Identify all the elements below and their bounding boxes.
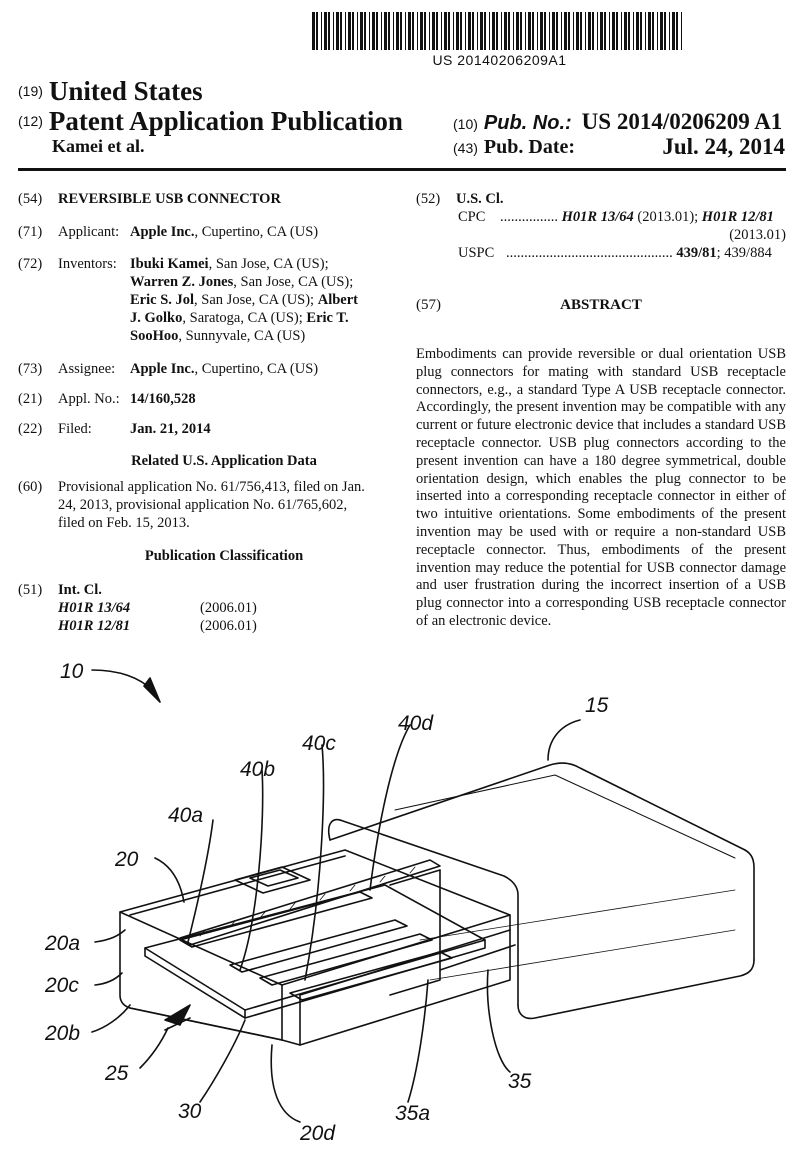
barcode-bar xyxy=(472,12,474,50)
barcode-bar xyxy=(360,12,363,50)
leader-40d xyxy=(370,725,410,890)
barcode-bar xyxy=(672,12,675,50)
barcode-bar xyxy=(340,12,342,50)
figure-label: 35a xyxy=(395,1102,431,1125)
provisional-line: 24, 2013, provisional application No. 61/765,602, xyxy=(58,497,348,513)
field-code: (57) xyxy=(416,297,441,313)
barcode-bar xyxy=(336,12,339,50)
pub-number xyxy=(453,109,782,135)
barcode-bar xyxy=(312,12,315,50)
barcode-bar xyxy=(465,12,466,50)
figure-label: 30 xyxy=(178,1100,202,1123)
assignee-field xyxy=(18,360,390,378)
field-code: (60) xyxy=(18,479,43,495)
inventors-list xyxy=(130,255,390,345)
barcode-bar xyxy=(357,12,358,50)
inventors-field xyxy=(18,255,390,345)
leader-40a xyxy=(188,820,213,942)
inventor-name: Eric T. xyxy=(306,310,349,326)
barcode-bar xyxy=(585,12,586,50)
leader-40b xyxy=(240,770,263,970)
inventor-name: SooHoo xyxy=(130,328,179,344)
overmold-highlight-3 xyxy=(430,930,735,980)
barcode-bar xyxy=(528,12,531,50)
barcode-bar xyxy=(525,12,526,50)
figure-label: 40a xyxy=(168,804,204,827)
barcode-bar xyxy=(477,12,478,50)
figure-label: 25 xyxy=(105,1062,129,1085)
header-rule xyxy=(18,168,786,171)
pubno-code: (10) xyxy=(453,116,478,132)
inventor-name: J. Golko xyxy=(130,310,183,326)
filed-label: Filed: xyxy=(58,421,92,437)
country-name: United States xyxy=(48,76,203,106)
invention-title: REVERSIBLE USB CONNECTOR xyxy=(58,191,281,207)
figure-label: 20c xyxy=(45,974,79,997)
barcode-bar xyxy=(600,12,603,50)
field-code: (73) xyxy=(18,361,43,377)
barcode-bar xyxy=(324,12,327,50)
figure-label: 20d xyxy=(300,1122,336,1145)
applicant-location: , Cupertino, CA (US) xyxy=(194,224,319,240)
pubno-value: US 2014/0206209 A1 xyxy=(581,109,783,134)
barcode-bar xyxy=(444,12,447,50)
overmold-highlight xyxy=(395,775,735,858)
field-code: (51) xyxy=(18,582,43,598)
leader-20d xyxy=(271,1045,300,1122)
barcode-bar xyxy=(576,12,579,50)
figure-label: 10 xyxy=(60,660,84,683)
barcode-bar xyxy=(544,12,546,50)
applicant-name: Apple Inc. xyxy=(130,224,195,240)
barcode-bar xyxy=(616,12,618,50)
figure-label: 20a xyxy=(45,932,81,955)
int-cl-version: (2006.01) xyxy=(200,618,257,634)
barcode-bar xyxy=(384,12,387,50)
barcode-bar xyxy=(556,12,558,50)
barcode-bar xyxy=(516,12,519,50)
barcode-bar xyxy=(405,12,406,50)
barcode-bar xyxy=(468,12,471,50)
abstract-title: ABSTRACT xyxy=(560,297,642,313)
overmold-front-right xyxy=(340,820,518,1005)
cpc-version: (2013.01) xyxy=(729,227,786,243)
title-field xyxy=(18,190,390,208)
pubdate-label: Pub. Date: xyxy=(483,136,576,158)
leader-40c xyxy=(305,745,323,980)
arrowhead-10 xyxy=(144,678,160,702)
barcode-bar xyxy=(328,12,330,50)
inventor-name: Eric S. Jol xyxy=(130,292,195,308)
barcode-bar xyxy=(612,12,615,50)
barcode-bar xyxy=(496,12,498,50)
barcode-bar xyxy=(628,12,630,50)
applicant-label: Applicant: xyxy=(58,224,120,240)
abstract-text: Embodiments can provide reversible or dual orientation USB plug connectors for mating with standard USB receptacle connectors, e.g., a standard Type A USB receptacle connector. Accordingly, the present invention may be compatible with any current or future electronic device that includes a standard USB receptacle connector. USB plug connectors according to the present invention can have a 180 degree symmetrical, double orientation design, which enables the plug connector to be inserted into a corresponding receptacle connector in either of two intuitive orientations. Some embodiments of the present invention may be used with or require a non-standard USB receptacle connector. Thus, embodiments of the present invention may reduce the potential for USB connector damage and user frustration during the incorrect insertion of a USB plug connector into a corresponding USB receptacle connector of an electronic device. xyxy=(416,346,786,629)
figure-label: 40d xyxy=(398,712,434,735)
figure-label: 40c xyxy=(302,732,336,755)
pubdate-code: (43) xyxy=(453,140,478,156)
figure-label: 35 xyxy=(508,1070,532,1093)
int-cl-field xyxy=(18,581,390,635)
barcode-bar xyxy=(501,12,502,50)
cpc-version: (2013.01); xyxy=(633,209,702,225)
barcode-bar xyxy=(408,12,411,50)
barcode-bar xyxy=(388,12,390,50)
barcode-bar xyxy=(645,12,646,50)
barcode-bar xyxy=(345,12,346,50)
uspc-leader: .............................................. xyxy=(506,245,673,261)
assignee-location: , Cupertino, CA (US) xyxy=(194,361,319,377)
shell-window xyxy=(235,867,310,893)
leader-15 xyxy=(548,720,580,760)
barcode-bar xyxy=(453,12,454,50)
leader-20b xyxy=(92,1005,130,1032)
barcode-bar xyxy=(484,12,486,50)
barcode-bar xyxy=(456,12,459,50)
rear-plate-35a xyxy=(390,870,440,995)
int-cl-code: H01R 12/81 xyxy=(58,618,131,634)
kind-name: Patent Application Publication xyxy=(48,106,403,136)
barcode-bar xyxy=(669,12,670,50)
pubno-label: Pub. No.: xyxy=(483,112,572,134)
related-data-heading: Related U.S. Application Data xyxy=(131,453,317,469)
barcode-bar xyxy=(460,12,462,50)
patent-figure xyxy=(0,640,800,1170)
leader-25 xyxy=(140,1028,168,1068)
filed-field xyxy=(18,420,390,438)
barcode-bar xyxy=(552,12,555,50)
pubdate-value: Jul. 24, 2014 xyxy=(662,134,785,159)
tongue-front xyxy=(145,948,245,1018)
barcode-bar xyxy=(492,12,495,50)
inventor-name: Warren Z. Jones xyxy=(130,274,234,290)
barcode-bar xyxy=(508,12,510,50)
barcode-bar xyxy=(564,12,567,50)
inventor-name: Albert xyxy=(317,292,358,308)
provisional-line: filed on Feb. 15, 2013. xyxy=(58,515,190,531)
barcode-bar xyxy=(520,12,522,50)
barcode-bar xyxy=(532,12,534,50)
barcode-bar xyxy=(621,12,622,50)
inventor-location: , San Jose, CA (US); xyxy=(194,292,318,308)
barcode-bar xyxy=(369,12,370,50)
barcode-bar xyxy=(664,12,666,50)
cpc-leader: ................ xyxy=(500,209,558,225)
barcode-bar xyxy=(568,12,570,50)
barcode-bar xyxy=(316,12,318,50)
inventors-label: Inventors: xyxy=(58,256,117,272)
barcode-bar xyxy=(636,12,639,50)
barcode-bar xyxy=(604,12,606,50)
kind-code: (12) xyxy=(18,113,43,129)
barcode-bar xyxy=(348,12,351,50)
barcode-bar xyxy=(480,12,483,50)
barcode-bar xyxy=(573,12,574,50)
country-code: (19) xyxy=(18,83,43,99)
cpc-code: H01R 12/81 xyxy=(701,209,774,225)
barcode-bar xyxy=(609,12,610,50)
leader-35a xyxy=(408,980,428,1102)
applicant-field xyxy=(18,223,390,241)
us-classification xyxy=(416,190,786,262)
uspc-label: USPC xyxy=(458,245,495,261)
overmold-top xyxy=(330,763,745,850)
barcode-bar xyxy=(321,12,322,50)
field-code: (71) xyxy=(18,224,43,240)
publication-kind-heading xyxy=(18,106,403,137)
bibliographic-left-column xyxy=(18,190,390,635)
uscl-label: U.S. Cl. xyxy=(456,191,504,207)
uscl-field xyxy=(416,190,786,262)
barcode-bar xyxy=(657,12,658,50)
figure-label: 20b xyxy=(45,1022,81,1045)
barcode-bar xyxy=(648,12,651,50)
cpc-code: H01R 13/64 xyxy=(561,209,634,225)
barcode-bar xyxy=(417,12,418,50)
barcode-bar xyxy=(681,12,682,50)
abstract-heading xyxy=(416,296,786,314)
barcode-bar xyxy=(537,12,538,50)
barcode-bar xyxy=(381,12,382,50)
pub-date xyxy=(453,136,785,159)
inventor-name: Ibuki Kamei xyxy=(130,256,209,272)
barcode-bar xyxy=(436,12,438,50)
barcode-bar xyxy=(504,12,507,50)
contact-40b xyxy=(230,920,407,972)
barcode-bar xyxy=(676,12,678,50)
appl-label: Appl. No.: xyxy=(58,391,120,407)
int-cl-label: Int. Cl. xyxy=(58,582,102,598)
barcode-bar xyxy=(441,12,442,50)
inventor-location: , San Jose, CA (US); xyxy=(208,256,329,272)
inventor-location: , Saratoga, CA (US); xyxy=(182,310,307,326)
shell-bottom-front xyxy=(130,1008,282,1040)
barcode-bar xyxy=(420,12,423,50)
cpc-label: CPC xyxy=(458,209,486,225)
barcode-bar xyxy=(432,12,435,50)
leader-20c xyxy=(95,973,122,985)
leader-30 xyxy=(200,1020,245,1102)
inventor-short: Kamei et al. xyxy=(52,136,145,156)
barcode-bar xyxy=(588,12,591,50)
provisional-field xyxy=(18,478,390,532)
int-cl-code: H01R 13/64 xyxy=(58,600,131,616)
filed-value: Jan. 21, 2014 xyxy=(130,421,211,437)
barcode-bar xyxy=(372,12,375,50)
appl-value: 14/160,528 xyxy=(130,391,196,407)
barcode-bar xyxy=(489,12,490,50)
arrow-10 xyxy=(92,670,152,690)
arrowhead-25 xyxy=(165,1005,190,1025)
barcode-bar xyxy=(592,12,594,50)
provisional-line: Provisional application No. 61/756,413, filed on Jan. xyxy=(58,479,365,495)
int-cl-version: (2006.01) xyxy=(200,600,257,616)
barcode-bar xyxy=(513,12,514,50)
assignee-name: Apple Inc. xyxy=(130,361,195,377)
uspc-code: ; 439/884 xyxy=(716,245,772,261)
inventor-location: , San Jose, CA (US); xyxy=(233,274,354,290)
barcode-bar xyxy=(640,12,642,50)
barcode-bar xyxy=(633,12,634,50)
assignee-label: Assignee: xyxy=(58,361,116,377)
application-number-field xyxy=(18,390,390,408)
field-code: (72) xyxy=(18,256,43,272)
barcode-bar xyxy=(580,12,582,50)
barcode-number: US 20140206209A1 xyxy=(432,52,567,68)
publication-classification-heading: Publication Classification xyxy=(144,548,304,564)
barcode-bar xyxy=(352,12,354,50)
barcode-bar xyxy=(549,12,550,50)
barcode-bar xyxy=(376,12,378,50)
field-code: (52) xyxy=(416,191,441,207)
barcode-bar xyxy=(424,12,426,50)
field-code: (21) xyxy=(18,391,43,407)
field-code: (22) xyxy=(18,421,43,437)
barcode-bar xyxy=(597,12,598,50)
barcode-bar xyxy=(624,12,627,50)
field-code: (54) xyxy=(18,191,43,207)
barcode-bar xyxy=(540,12,543,50)
figure-label: 15 xyxy=(585,694,609,717)
overmold-right-edge xyxy=(745,850,754,960)
inventor-location: , Sunnyvale, CA (US) xyxy=(178,328,306,344)
barcode-bar xyxy=(660,12,663,50)
barcode-bar xyxy=(364,12,366,50)
uspc-code: 439/81 xyxy=(676,245,717,261)
barcode-bar xyxy=(333,12,334,50)
barcode-bar xyxy=(396,12,399,50)
figure-label: 20 xyxy=(115,848,139,871)
barcode-bar xyxy=(448,12,450,50)
barcode-bar xyxy=(412,12,414,50)
barcode-bar xyxy=(429,12,430,50)
barcode-bar xyxy=(400,12,402,50)
barcode-bar xyxy=(393,12,394,50)
overmold-bottom xyxy=(518,960,754,1018)
figure-label: 40b xyxy=(240,758,276,781)
country-heading xyxy=(18,76,203,107)
barcode-bar xyxy=(561,12,562,50)
barcode xyxy=(312,12,687,54)
barcode-bar xyxy=(652,12,654,50)
